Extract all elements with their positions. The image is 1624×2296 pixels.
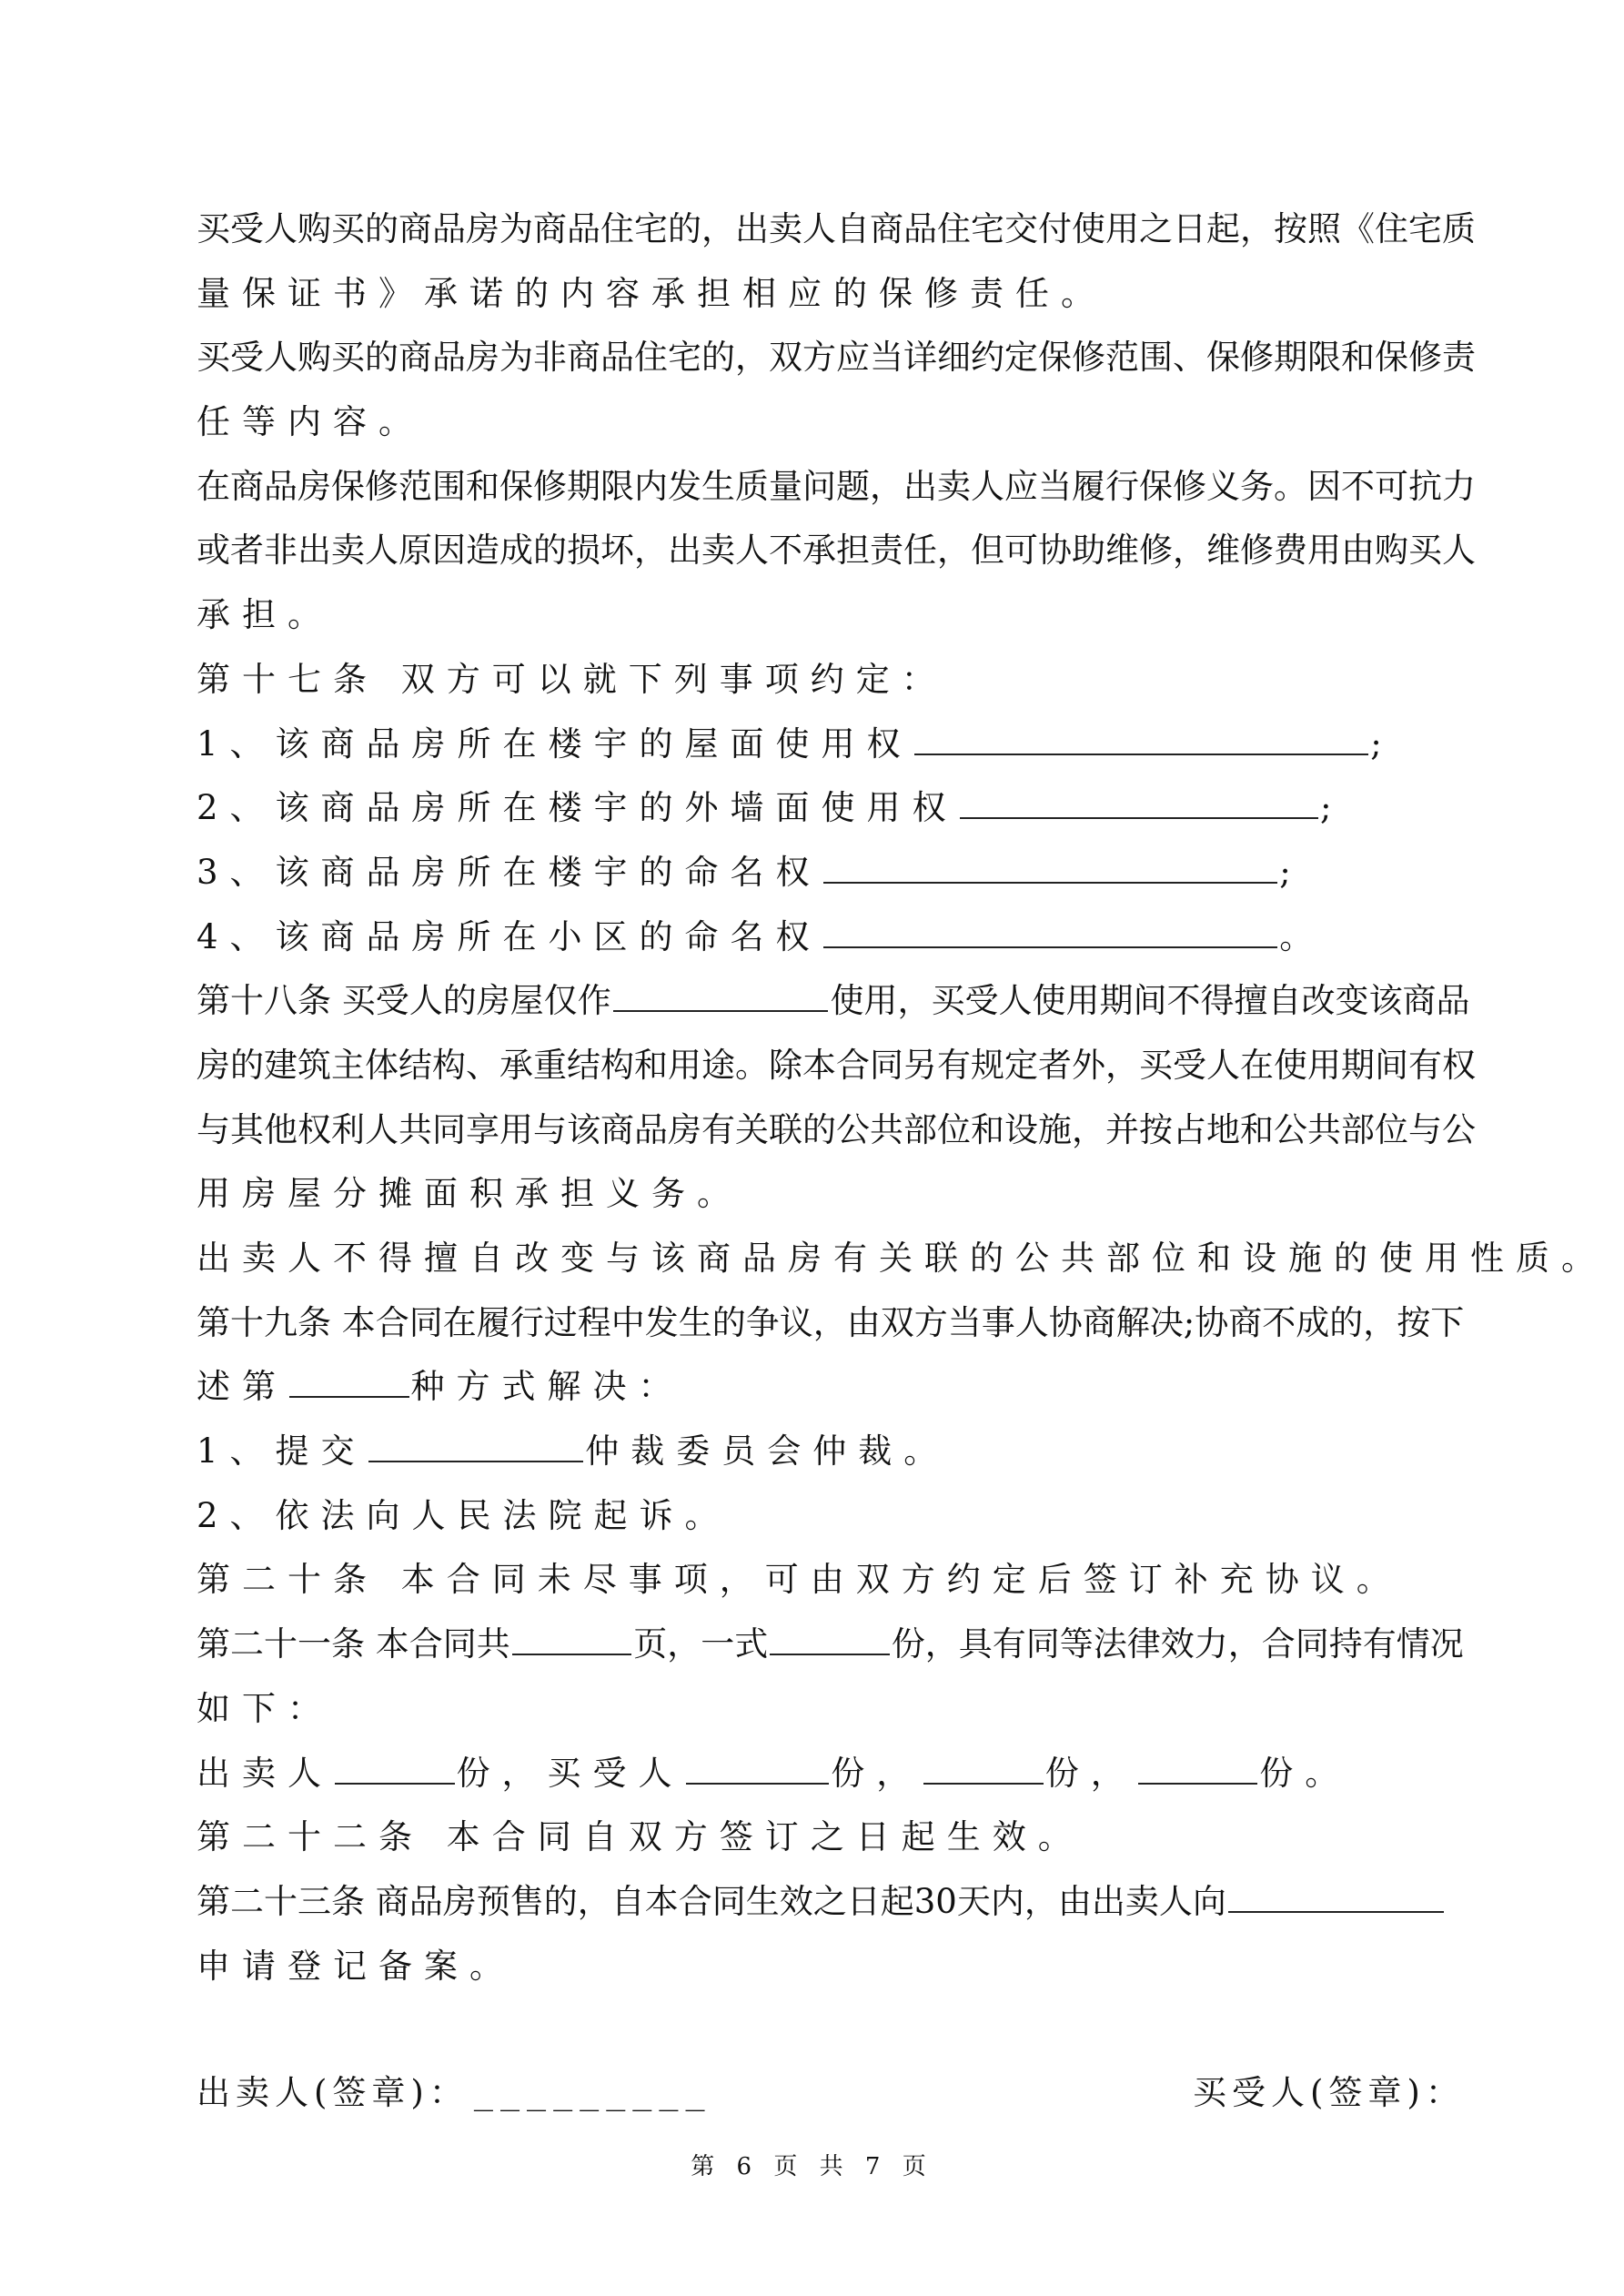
text-line <box>197 1935 1442 1999</box>
text-line <box>197 262 1442 327</box>
seller-signature <box>197 2061 712 2126</box>
text-segment: 买受人购买的商品房为非商品住宅的，双方应当详细约定保修范围、保修期限和保修责 <box>197 338 1476 378</box>
text-segment: ; <box>1279 852 1303 892</box>
text-segment: 第二十一条 本合同共 <box>197 1624 510 1664</box>
text-segment: 份， <box>831 1753 923 1793</box>
text-segment: 第二十三条 商品房预售的，自本合同生效之日起30天内，由出卖人向 <box>197 1881 1226 1921</box>
text-line <box>197 776 1442 841</box>
text-line <box>197 197 1476 262</box>
text-line <box>197 1291 1465 1356</box>
paragraph <box>197 648 1442 713</box>
text-segment: 第二十二条 本合同自双方签订之日起生效。 <box>197 1817 1084 1857</box>
text-line <box>197 1870 1442 1935</box>
paragraph <box>197 969 1476 1227</box>
text-line <box>197 969 1470 1034</box>
text-line <box>197 1098 1476 1163</box>
page-footer: 第 6 页 共 7 页 <box>691 2153 933 2180</box>
text-segment: ; <box>1370 723 1394 764</box>
text-line <box>197 841 1442 905</box>
paragraph <box>197 1291 1465 1420</box>
text-line <box>197 1034 1476 1098</box>
text-segment: 在商品房保修范围和保修期限内发生质量问题，出卖人应当履行保修义务。因不可抗力 <box>197 466 1476 506</box>
text-segment: 使用，买受人使用期间不得擅自改变该商品 <box>830 981 1470 1021</box>
text-line <box>197 583 1442 648</box>
fill-in-blank <box>289 1356 409 1398</box>
paragraph <box>197 841 1442 905</box>
paragraph <box>197 1548 1442 1613</box>
fill-in-blank <box>613 970 829 1012</box>
fill-in-blank <box>512 1613 632 1655</box>
buyer-signature-label: 买受人(签章)： <box>1193 2073 1465 2112</box>
text-line <box>197 519 1476 583</box>
text-line <box>197 713 1442 777</box>
paragraph <box>197 326 1476 454</box>
text-segment: 1、该商品房所在楼宇的屋面使用权 <box>197 723 913 764</box>
text-segment: 份， <box>1044 1753 1136 1793</box>
paragraph <box>197 905 1442 970</box>
text-line <box>197 390 1442 455</box>
text-line <box>197 648 1442 713</box>
fill-in-blank <box>368 1421 584 1462</box>
text-line <box>197 1420 1442 1484</box>
text-segment: 量保证书》承诺的内容承担相应的保修责任。 <box>197 273 1106 313</box>
paragraph <box>197 1420 1442 1484</box>
fill-in-blank <box>770 1613 890 1655</box>
text-segment: 用房屋分摊面积承担义务。 <box>197 1174 742 1214</box>
text-segment: 第十八条 买受人的房屋仅作 <box>197 981 611 1021</box>
paragraph <box>197 713 1442 777</box>
text-segment: 出卖人 <box>197 1753 333 1793</box>
paragraph <box>197 1484 1442 1549</box>
text-segment: 如下： <box>197 1688 333 1728</box>
signature-row <box>197 2061 1465 2125</box>
text-segment: 第二十条 本合同未尽事项，可由双方约定后签订补充协议。 <box>197 1560 1402 1600</box>
text-line <box>197 1548 1442 1613</box>
text-segment: 述第 <box>197 1367 287 1407</box>
text-line <box>197 1484 1442 1549</box>
text-segment: 申请登记备案。 <box>197 1946 515 1986</box>
text-segment: ; <box>1320 788 1344 828</box>
text-segment: 承担。 <box>197 595 333 635</box>
paragraph <box>197 1805 1442 1870</box>
text-segment: 3、该商品房所在楼宇的命名权 <box>197 852 822 892</box>
fill-in-blank <box>914 713 1369 755</box>
fill-in-blank <box>823 842 1278 884</box>
text-line <box>197 1805 1442 1870</box>
text-line <box>197 455 1476 520</box>
paragraph <box>197 1613 1464 1741</box>
text-segment: 2、依法向人民法院起诉。 <box>197 1495 731 1535</box>
text-segment: 与其他权利人共同享用与该商品房有关联的公共部位和设施，并按占地和公共部位与公 <box>197 1109 1476 1149</box>
text-line <box>197 1742 1442 1806</box>
fill-in-blank <box>923 1743 1044 1785</box>
text-line <box>197 1355 1442 1420</box>
text-line <box>197 1162 1442 1227</box>
text-segment: 份，具有同等法律效力，合同持有情况 <box>891 1624 1464 1664</box>
text-line <box>197 1677 1442 1742</box>
fill-in-blank <box>823 906 1278 948</box>
fill-in-blank <box>686 1743 830 1785</box>
text-segment: 任等内容。 <box>197 402 424 442</box>
paragraph <box>197 1870 1442 1998</box>
paragraph <box>197 1227 1607 1291</box>
text-segment: 页，一式 <box>633 1624 769 1664</box>
text-segment: 2、该商品房所在楼宇的外墙面使用权 <box>197 788 958 828</box>
text-segment: 。 <box>1279 916 1326 956</box>
text-line <box>197 1613 1464 1677</box>
paragraph <box>197 1742 1442 1806</box>
paragraph <box>197 197 1476 326</box>
text-segment: 出卖人不得擅自改变与该商品房有关联的公共部位和设施的使用性质。 <box>197 1239 1607 1278</box>
fill-in-blank <box>960 777 1319 819</box>
seller-signature-blank: _________ <box>473 2076 712 2112</box>
fill-in-blank <box>335 1743 455 1785</box>
paragraph <box>197 776 1442 841</box>
text-segment: 份，买受人 <box>456 1753 684 1793</box>
text-line <box>197 1227 1607 1291</box>
text-segment: 4、该商品房所在小区的命名权 <box>197 916 822 956</box>
contract-body <box>197 197 1607 1998</box>
text-segment: 买受人购买的商品房为商品住宅的，出卖人自商品住宅交付使用之日起，按照《住宅质 <box>197 209 1476 248</box>
text-segment: 种方式解决： <box>410 1367 684 1407</box>
text-segment: 1、提交 <box>197 1431 367 1472</box>
seller-signature-label: 出卖人(签章)： <box>197 2073 469 2112</box>
text-segment: 仲裁委员会仲裁。 <box>585 1431 950 1472</box>
fill-in-blank <box>1228 1871 1444 1913</box>
paragraph <box>197 455 1476 648</box>
text-segment: 房的建筑主体结构、承重结构和用途。除本合同另有规定者外，买受人在使用期间有权 <box>197 1045 1476 1085</box>
text-line <box>197 905 1442 970</box>
text-segment: 第十九条 本合同在履行过程中发生的争议，由双方当事人协商解决;协商不成的，按下 <box>197 1302 1465 1342</box>
fill-in-blank <box>1138 1743 1258 1785</box>
text-segment: 份。 <box>1259 1753 1351 1793</box>
text-line <box>197 326 1476 390</box>
text-segment: 或者非出卖人原因造成的损坏，出卖人不承担责任，但可协助维修，维修费用由购买人 <box>197 531 1476 571</box>
text-segment: 第十七条 双方可以就下列事项约定： <box>197 659 947 699</box>
